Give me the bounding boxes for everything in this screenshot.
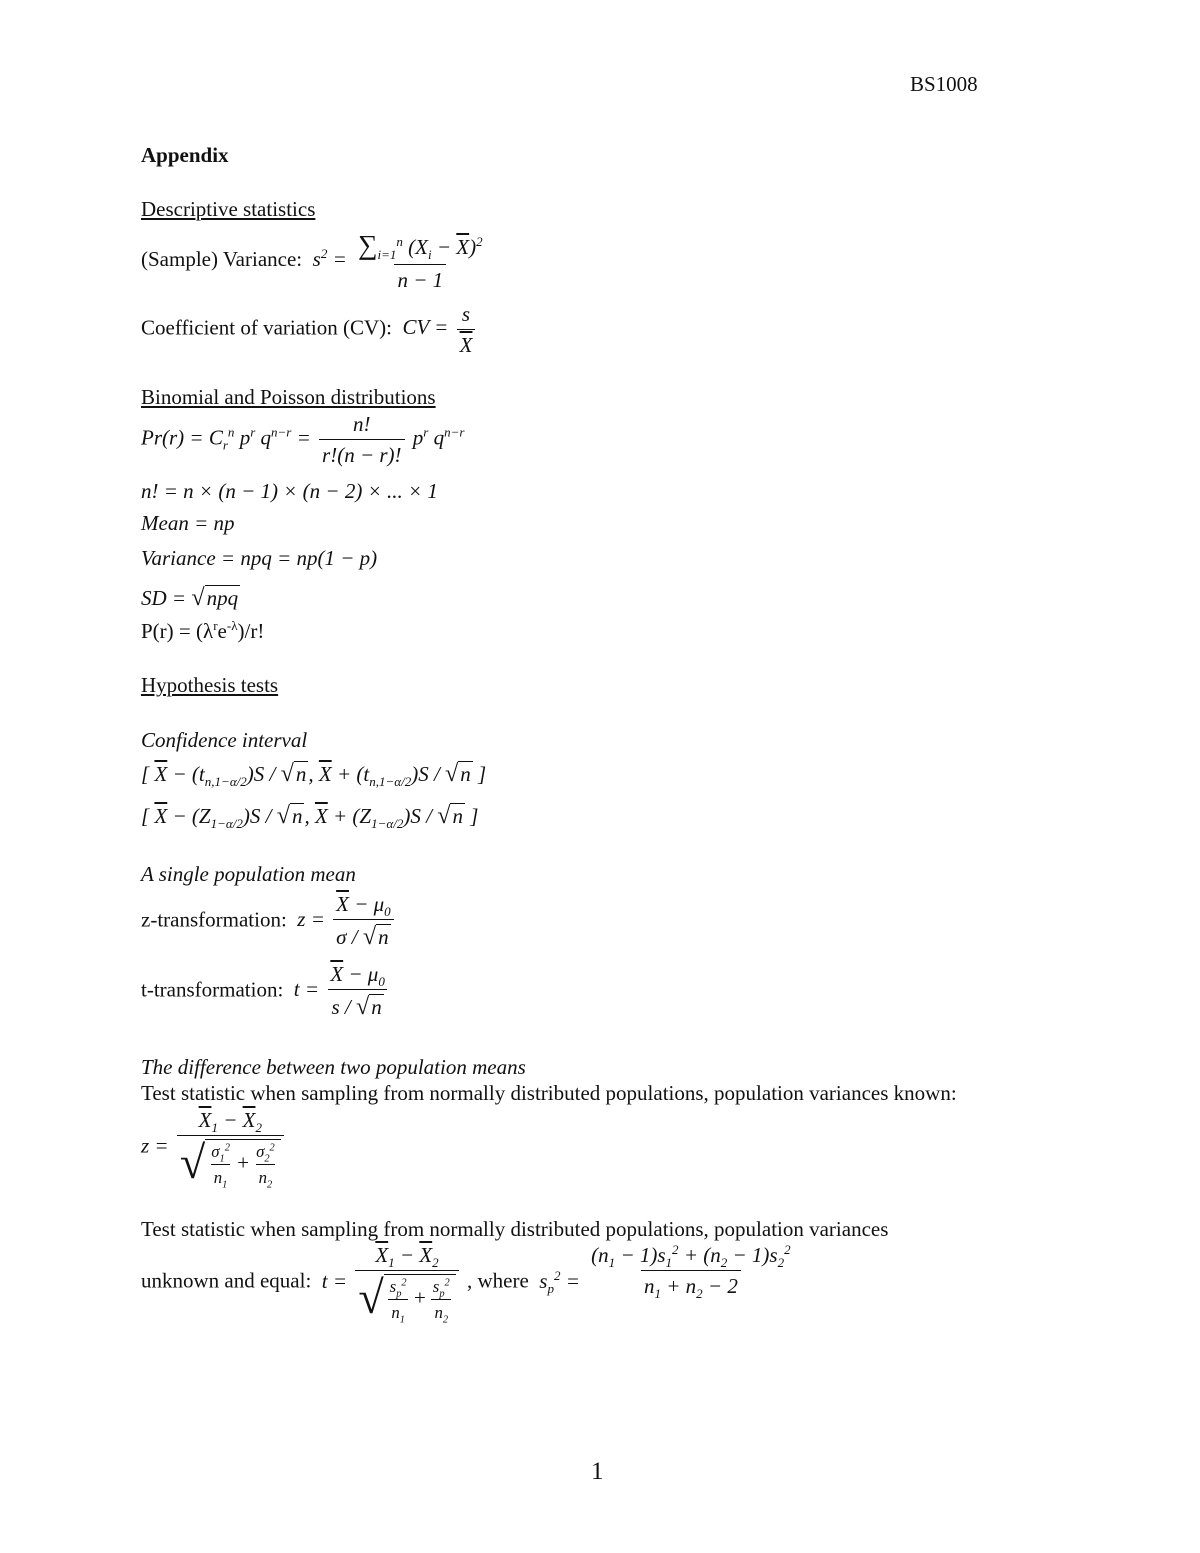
page-number: 1 xyxy=(591,1458,604,1485)
factorial-formula: n! = n × (n − 1) × (n − 2) × ... × 1 xyxy=(141,479,438,503)
cv-formula xyxy=(141,302,478,357)
z-transformation-formula: z-transformation: z = $\frac{\overline{X} - \mu_0}{\sigma / √n}$ xyxy=(141,892,397,951)
z-two-sample-formula: z = $\overline{X}_1 - \overline{X}_2$ √ $\frac{\sigma_1^2}{n_1}$ + $\frac{\sigma_2^2}{n_2}$ xyxy=(141,1108,287,1188)
confidence-interval-t-formula: [ $\overline{X} - (t_{n,1-\alpha/2})S / √n$, $\overline{X} + (t_{n,1-\alpha/2})S / √n$ ] xyxy=(141,760,487,790)
page-title: Appendix xyxy=(141,143,229,167)
poisson-formula: $P(r) = (\lambda^re^{-\lambda})/r$! xyxy=(141,618,265,643)
confidence-interval-heading: Confidence interval xyxy=(141,728,308,752)
t-transformation-formula: t-transformation: t = $\frac{\overline{X} - \mu_0}{s / √n}$ xyxy=(141,962,385,1021)
variance-label: (Sample) Variance: xyxy=(141,247,303,272)
single-population-mean-heading: A single population mean xyxy=(141,862,356,886)
section-hypothesis-tests: Hypothesis tests xyxy=(141,673,279,697)
known-variances-description: Test statistic when sampling from normally distributed populations, population variances known: xyxy=(141,1081,957,1105)
binomial-probability-formula: $Pr(r) = C_r^n$ $p^r$ $q^{n-r}$ = $\frac{n!}{r!(n - r)!}$ $p^r$ $q^{n-r}$ xyxy=(141,412,465,468)
unknown-variances-description: Test statistic when sampling from normally distributed populations, population variances xyxy=(141,1217,889,1241)
variance-formula xyxy=(141,230,489,293)
section-descriptive-statistics: Descriptive statistics xyxy=(141,197,316,221)
section-binomial-poisson: Binomial and Poisson distributions xyxy=(141,385,436,409)
confidence-interval-z-formula: [ $\overline{X} - (Z_{1-\alpha/2})S / √n$, $\overline{X} + (Z_{1-\alpha/2})S / √n$ ] xyxy=(141,802,479,832)
difference-means-heading: The difference between two population means xyxy=(141,1055,526,1079)
course-code: BS1008 xyxy=(910,72,978,96)
mean-formula: Mean = np xyxy=(141,511,235,535)
sd-formula: SD = √npq xyxy=(141,584,239,611)
t-two-sample-formula: unknown and equal: t = $\overline{X}_1 - \overline{X}_2$ √ $\frac{s_p^2}{n_1}$ + $\frac{s_p^2}{n_2}$ , where $s_p^2$ = $\frac{(n_1 - 1)s_1^2 + (n_2 - 1)s_2^2}{n_1 + n_2 - 2}$ xyxy=(141,1242,791,1326)
cv-equation: CV = $\frac{s}{X}$ xyxy=(397,315,478,339)
cv-label: Coefficient of variation (CV): xyxy=(141,315,392,340)
binomial-variance-formula: Variance = npq = np(1 − p) xyxy=(141,546,378,570)
variance-equation: $s^2$ = $\frac{\sum_{i=1}^n (X_i - \overline{X})^2}{n - 1}$ xyxy=(307,230,483,293)
